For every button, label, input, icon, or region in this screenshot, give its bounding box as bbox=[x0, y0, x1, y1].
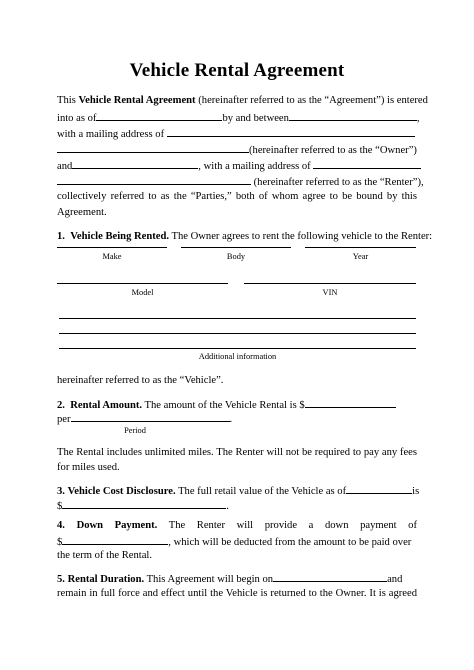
intro-line-2: into as of by and between , bbox=[57, 110, 420, 125]
vin-field[interactable] bbox=[244, 283, 416, 284]
model-caption: Model bbox=[131, 288, 154, 297]
intro-line-8: Agreement. bbox=[57, 207, 107, 218]
intro-line-1: This Vehicle Rental Agreement (hereinafter referred to as the “Agreement”) is entered bbox=[57, 95, 428, 106]
model-field[interactable] bbox=[57, 283, 228, 284]
rental-period-field[interactable] bbox=[71, 411, 230, 422]
intro-line-3: with a mailing address of bbox=[57, 126, 415, 141]
intro-line-7: collectively referred to as the “Parties,” both of whom agree to be bound by this bbox=[57, 191, 417, 202]
section-4-line-3: the term of the Rental. bbox=[57, 550, 153, 561]
miles-line-1: The Rental includes unlimited miles. The Renter will not be required to pay any fees bbox=[57, 447, 417, 458]
section-4-heading: 4. Down Payment. The Renter will provide a down payment of bbox=[57, 520, 417, 531]
miles-line-2: for miles used. bbox=[57, 462, 120, 473]
vin-caption: VIN bbox=[322, 288, 338, 297]
body-field[interactable] bbox=[181, 247, 291, 248]
vehicle-definition: hereinafter referred to as the “Vehicle”. bbox=[57, 375, 224, 386]
additional-info-caption: Additional information bbox=[198, 352, 277, 361]
section-5-heading: 5. Rental Duration. This Agreement will begin on and bbox=[57, 571, 402, 586]
section-5-line-2: remain in full force and effect until the Vehicle is returned to the Owner. It is agreed bbox=[57, 588, 417, 599]
agreement-date-field[interactable] bbox=[96, 110, 222, 121]
year-caption: Year bbox=[352, 252, 369, 261]
intro-line-4: (hereinafter referred to as the “Owner”) bbox=[57, 142, 417, 157]
year-field[interactable] bbox=[305, 247, 416, 248]
section-2-heading: 2. Rental Amount. The amount of the Vehicle Rental is $ bbox=[57, 397, 396, 412]
section-3-amount-line: $ . bbox=[57, 498, 229, 513]
down-payment-field[interactable] bbox=[62, 534, 168, 545]
intro-line-6: (hereinafter referred to as the “Renter”), bbox=[57, 174, 424, 189]
body-caption: Body bbox=[226, 252, 246, 261]
intro-line-5: and , with a mailing address of bbox=[57, 158, 421, 173]
rental-amount-field[interactable] bbox=[305, 397, 396, 408]
owner-address-field[interactable] bbox=[167, 126, 415, 137]
make-field[interactable] bbox=[57, 247, 167, 248]
rental-per-line: per . bbox=[57, 411, 232, 426]
additional-info-line-2[interactable] bbox=[59, 333, 416, 334]
section-3-heading: 3. Vehicle Cost Disclosure. The full retail value of the Vehicle as of is bbox=[57, 483, 419, 498]
renter-address-field[interactable] bbox=[313, 158, 421, 169]
period-caption: Period bbox=[124, 426, 146, 435]
owner-name-field[interactable] bbox=[289, 110, 417, 121]
section-4-amount-line: $ , which will be deducted from the amount to be paid over bbox=[57, 534, 411, 549]
start-date-field[interactable] bbox=[273, 571, 387, 582]
document-title: Vehicle Rental Agreement bbox=[129, 60, 345, 81]
additional-info-line-1[interactable] bbox=[59, 318, 416, 319]
renter-address-field-2[interactable] bbox=[57, 174, 251, 185]
additional-info-line-3[interactable] bbox=[59, 348, 416, 349]
disclosure-date-field[interactable] bbox=[346, 483, 412, 494]
owner-address-field-2[interactable] bbox=[57, 142, 249, 153]
renter-name-field[interactable] bbox=[72, 158, 198, 169]
section-1-heading: 1. Vehicle Being Rented. The Owner agrees to rent the following vehicle to the Renter: bbox=[57, 231, 433, 242]
make-caption: Make bbox=[102, 252, 122, 261]
retail-value-field[interactable] bbox=[62, 498, 226, 509]
